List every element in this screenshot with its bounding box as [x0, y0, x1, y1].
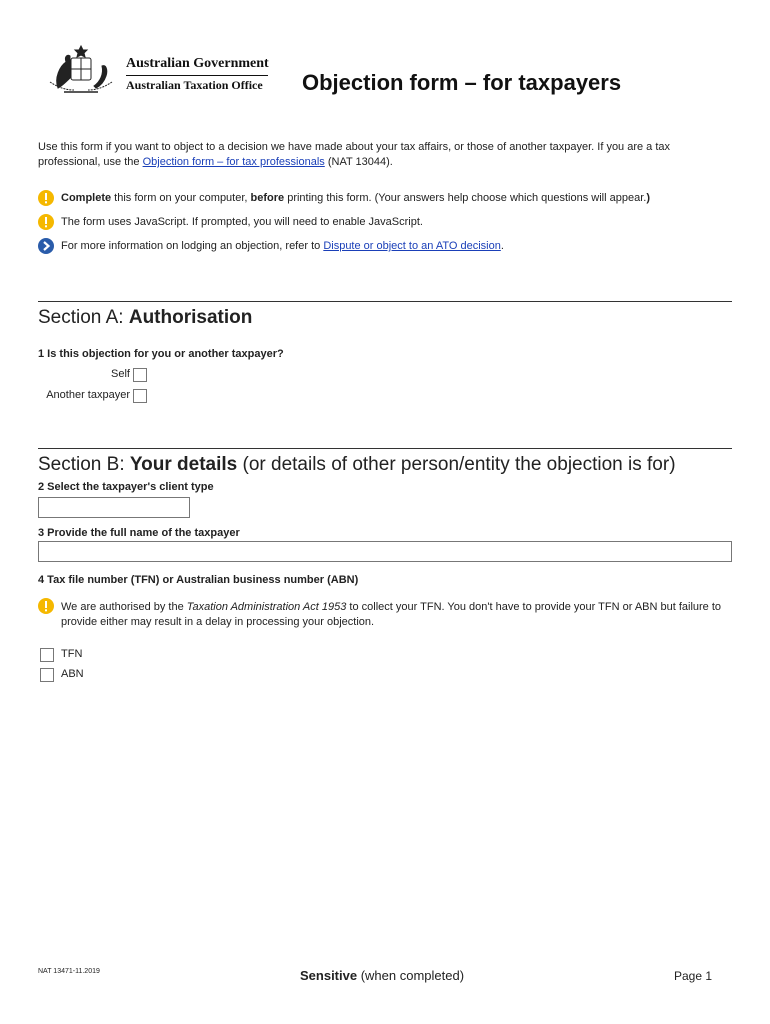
- abn-label: ABN: [61, 668, 84, 680]
- tfn-authorisation-notice: [61, 600, 731, 630]
- government-name: Australian Government: [126, 56, 269, 71]
- form-code: NAT 13471-11.2019: [38, 968, 100, 975]
- intro-text: Use this form if you want to object to a decision we have made about your tax affairs, or those of another taxpayer. If you are a tax professional, use the: [38, 141, 671, 168]
- government-branding: [126, 56, 269, 93]
- dispute-or-object-link[interactable]: Dispute or object to an ATO decision: [323, 240, 501, 252]
- section-b-title: Your details: [129, 454, 238, 475]
- agency-name: Australian Taxation Office: [126, 78, 263, 92]
- option-self-label: Self: [111, 368, 130, 380]
- sensitive-label: Sensitive: [300, 968, 358, 983]
- chevron-right-icon: [38, 238, 54, 254]
- intro-text-end: (NAT 13044).: [324, 156, 393, 168]
- section-b-heading: [38, 454, 676, 476]
- section-a-heading: [38, 307, 252, 329]
- coat-of-arms-logo: [44, 42, 118, 98]
- notice-info-end: .: [500, 240, 504, 252]
- act-name: Taxation Administration Act 1953: [186, 601, 347, 613]
- notice-bold-complete: Complete: [61, 192, 112, 204]
- section-b-prefix: Section B:: [38, 454, 130, 475]
- question-1: 1 Is this objection for you or another taxpayer?: [38, 348, 284, 360]
- section-a-divider: [38, 301, 732, 302]
- option-another-taxpayer-label: Another taxpayer: [46, 389, 130, 401]
- taxpayer-full-name-input[interactable]: [38, 541, 732, 562]
- notice-text: this form on your computer,: [111, 192, 251, 204]
- abn-checkbox[interactable]: [40, 668, 54, 682]
- notice-complete-on-computer: [38, 190, 650, 206]
- branding-divider: [126, 75, 268, 76]
- self-checkbox[interactable]: [133, 368, 147, 382]
- question-3: 3 Provide the full name of the taxpayer: [38, 527, 240, 539]
- sensitivity-marking: [300, 968, 464, 983]
- intro-paragraph: [38, 140, 728, 170]
- notice-javascript-text: The form uses JavaScript. If prompted, you will need to enable JavaScript.: [61, 216, 423, 228]
- warning-icon: [38, 598, 54, 614]
- warning-text-start: We are authorised by the: [61, 601, 187, 613]
- notice-text-end: printing this form. (Your answers help choose which questions will appear.: [284, 192, 647, 204]
- notice-javascript: [38, 214, 423, 230]
- another-taxpayer-checkbox[interactable]: [133, 389, 147, 403]
- notice-close-paren: ): [646, 192, 650, 204]
- sensitive-qualifier: (when completed): [357, 968, 465, 983]
- form-title: Objection form – for taxpayers: [302, 70, 622, 95]
- notice-bold-before: before: [250, 192, 285, 204]
- section-a-title: Authorisation: [128, 307, 253, 328]
- client-type-select[interactable]: [38, 497, 190, 518]
- question-4: 4 Tax file number (TFN) or Australian business number (ABN): [38, 574, 359, 586]
- section-a-prefix: Section A:: [38, 307, 129, 328]
- warning-icon: [38, 214, 54, 230]
- notice-info-text: For more information on lodging an objection, refer to: [61, 240, 324, 252]
- question-2: 2 Select the taxpayer's client type: [38, 481, 214, 493]
- section-b-suffix: (or details of other person/entity the objection is for): [237, 454, 676, 475]
- warning-icon: [38, 190, 54, 206]
- tfn-label: TFN: [61, 648, 83, 660]
- section-b-divider: [38, 448, 732, 449]
- notice-more-info: [38, 238, 504, 254]
- warning-text-end: to collect your TFN. You don't have to provide your TFN or ABN but failure to provide either may result in a delay in processing your objection.: [61, 601, 722, 628]
- tfn-checkbox[interactable]: [40, 648, 54, 662]
- objection-form-tax-professionals-link[interactable]: Objection form – for tax professionals: [142, 156, 325, 168]
- page-number: Page 1: [674, 969, 713, 983]
